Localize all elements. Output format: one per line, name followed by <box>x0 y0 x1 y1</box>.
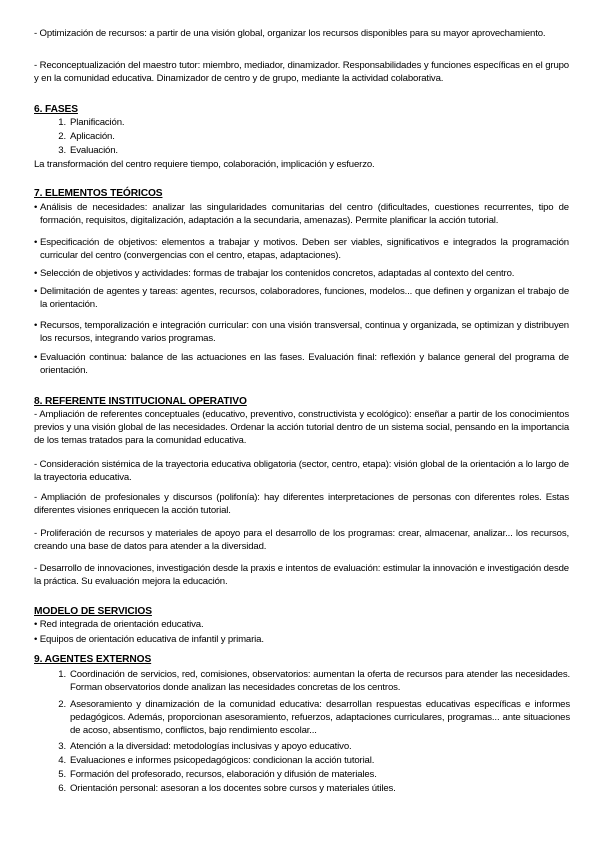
bullet-marker: • <box>34 237 38 248</box>
bullet-marker: • <box>34 268 38 279</box>
bullet-item: • Red integrada de orientación educativa. <box>34 619 204 630</box>
dash-item: - Ampliación de referentes conceptuales (educativo, preventivo, constructivista y ecológico): enseñar a partir de los conocimientos previos y una visión global de las necesidades. Ordenar la acción tutorial dentro de un sistema social, pensando en la importancia de los temas tratados para la comunidad educativa. <box>34 409 569 446</box>
bullet-marker: • <box>34 352 38 363</box>
list-text: Evaluaciones e informes psicopedagógicos: condicionan la acción tutorial. <box>70 755 375 766</box>
list-text: Planificación. <box>70 117 125 128</box>
bullet-text: Especificación de objetivos: elementos a trabajar y motivos. Deben ser viables, significativos e integrados la programación curricular del centro (convergencias con el centro, etapas, adaptaciones). <box>40 237 569 261</box>
bullet-text: Recursos, temporalización e integración curricular: con una visión transversal, continua y organizada, se optimizan y distribuyen los recursos, integrando varios programas. <box>40 320 569 344</box>
dash-item: - Desarrollo de innovaciones, investigación desde la praxis e intentos de evaluación: estimular la innovación e investigación desde la práctica. Su evaluación mejora la educación. <box>34 563 569 587</box>
dash-item: - Ampliación de profesionales y discursos (polifonía): hay diferentes interpretaciones de personas con diferentes roles. Estas diferentes visiones enriquecen la acción tutorial. <box>34 492 569 516</box>
list-number: 2. <box>58 131 66 142</box>
dash-item: - Proliferación de recursos y materiales de apoyo para el desarrollo de los programas: crear, almacenar, analizar... los recursos, creando una base de datos para atender a la diversidad. <box>34 528 569 552</box>
bullet-text: Delimitación de agentes y tareas: agentes, recursos, colaboradores, funciones, modelos... que definen y organizan el trabajo de la orientación. <box>40 286 569 310</box>
list-number: 1. <box>58 117 66 128</box>
bullet-text: Selección de objetivos y actividades: formas de trabajar los contenidos concretos, adaptadas al contexto del centro. <box>40 268 515 279</box>
section-heading-agentes: 9. AGENTES EXTERNOS <box>34 654 152 665</box>
list-text: Coordinación de servicios, red, comisiones, observatorios: aumentan la oferta de recursos para atender las necesidades. Forman observatorios donde analizan las necesidades concretas de los centros. <box>70 669 570 693</box>
list-text: Orientación personal: asesoran a los docentes sobre cursos y materiales útiles. <box>70 783 396 794</box>
list-number: 4. <box>58 755 66 766</box>
section-heading-fases: 6. FASES <box>34 104 78 115</box>
bullet-marker: • <box>34 202 38 213</box>
list-number: 5. <box>58 769 66 780</box>
bullet-marker: • <box>34 320 38 331</box>
dash-item: - Consideración sistémica de la trayectoria educativa obligatoria (sector, centro, etapa): visión global de la orientación a lo largo de la trayectoria educativa. <box>34 459 569 483</box>
intro-paragraph: - Optimización de recursos: a partir de una visión global, organizar los recursos disponibles para su mayor aprovechamiento. <box>34 28 546 39</box>
bullet-item <box>34 351 569 377</box>
list-number: 3. <box>58 145 66 156</box>
bullet-item <box>34 285 569 311</box>
list-number: 2. <box>58 699 66 710</box>
section-note: La transformación del centro requiere tiempo, colaboración, implicación y esfuerzo. <box>34 159 375 170</box>
list-text: Aplicación. <box>70 131 115 142</box>
section-heading-modelo: MODELO DE SERVICIOS <box>34 606 152 617</box>
bullet-item <box>34 267 569 280</box>
bullet-marker: • <box>34 286 38 297</box>
list-text: Asesoramiento y dinamización de la comunidad educativa: desarrollan respuestas educativas específicas e informes pedagógicos. Además, proporcionan asesoramiento, refuerzos, adaptaciones curriculares, programas... ante situaciones de acoso, absentismo, conflictos, bajo rendimiento escolar... <box>70 699 570 736</box>
section-heading-elementos: 7. ELEMENTOS TEÓRICOS <box>34 188 163 199</box>
section-heading-referente: 8. REFERENTE INSTITUCIONAL OPERATIVO <box>34 396 247 407</box>
list-text: Evaluación. <box>70 145 118 156</box>
bullet-text: Evaluación continua: balance de las actuaciones en las fases. Evaluación final: reflexión y balance general del programa de orientación. <box>40 352 569 376</box>
list-number: 3. <box>58 741 66 752</box>
bullet-text: Análisis de necesidades: analizar las singularidades comunitarias del centro (dificultades, cuestiones recurrentes, tipo de formación, requisitos, digitalización, adaptación a la secundaria, amenazas). Permite planificar la acción tutorial. <box>40 202 569 226</box>
intro-paragraph: - Reconceptualización del maestro tutor: miembro, mediador, dinamizador. Responsabilidades y funciones específicas en el grupo y en la comunidad educativa. Dinamizador de centro y de grupo, mediante la actividad colaborativa. <box>34 60 569 84</box>
bullet-item <box>34 236 569 262</box>
list-number: 6. <box>58 783 66 794</box>
list-number: 1. <box>58 669 66 680</box>
bullet-item <box>34 319 569 345</box>
list-text: Formación del profesorado, recursos, elaboración y difusión de materiales. <box>70 769 377 780</box>
list-text: Atención a la diversidad: metodologías inclusivas y apoyo educativo. <box>70 741 352 752</box>
bullet-item: • Equipos de orientación educativa de infantil y primaria. <box>34 634 264 645</box>
bullet-item <box>34 201 569 227</box>
